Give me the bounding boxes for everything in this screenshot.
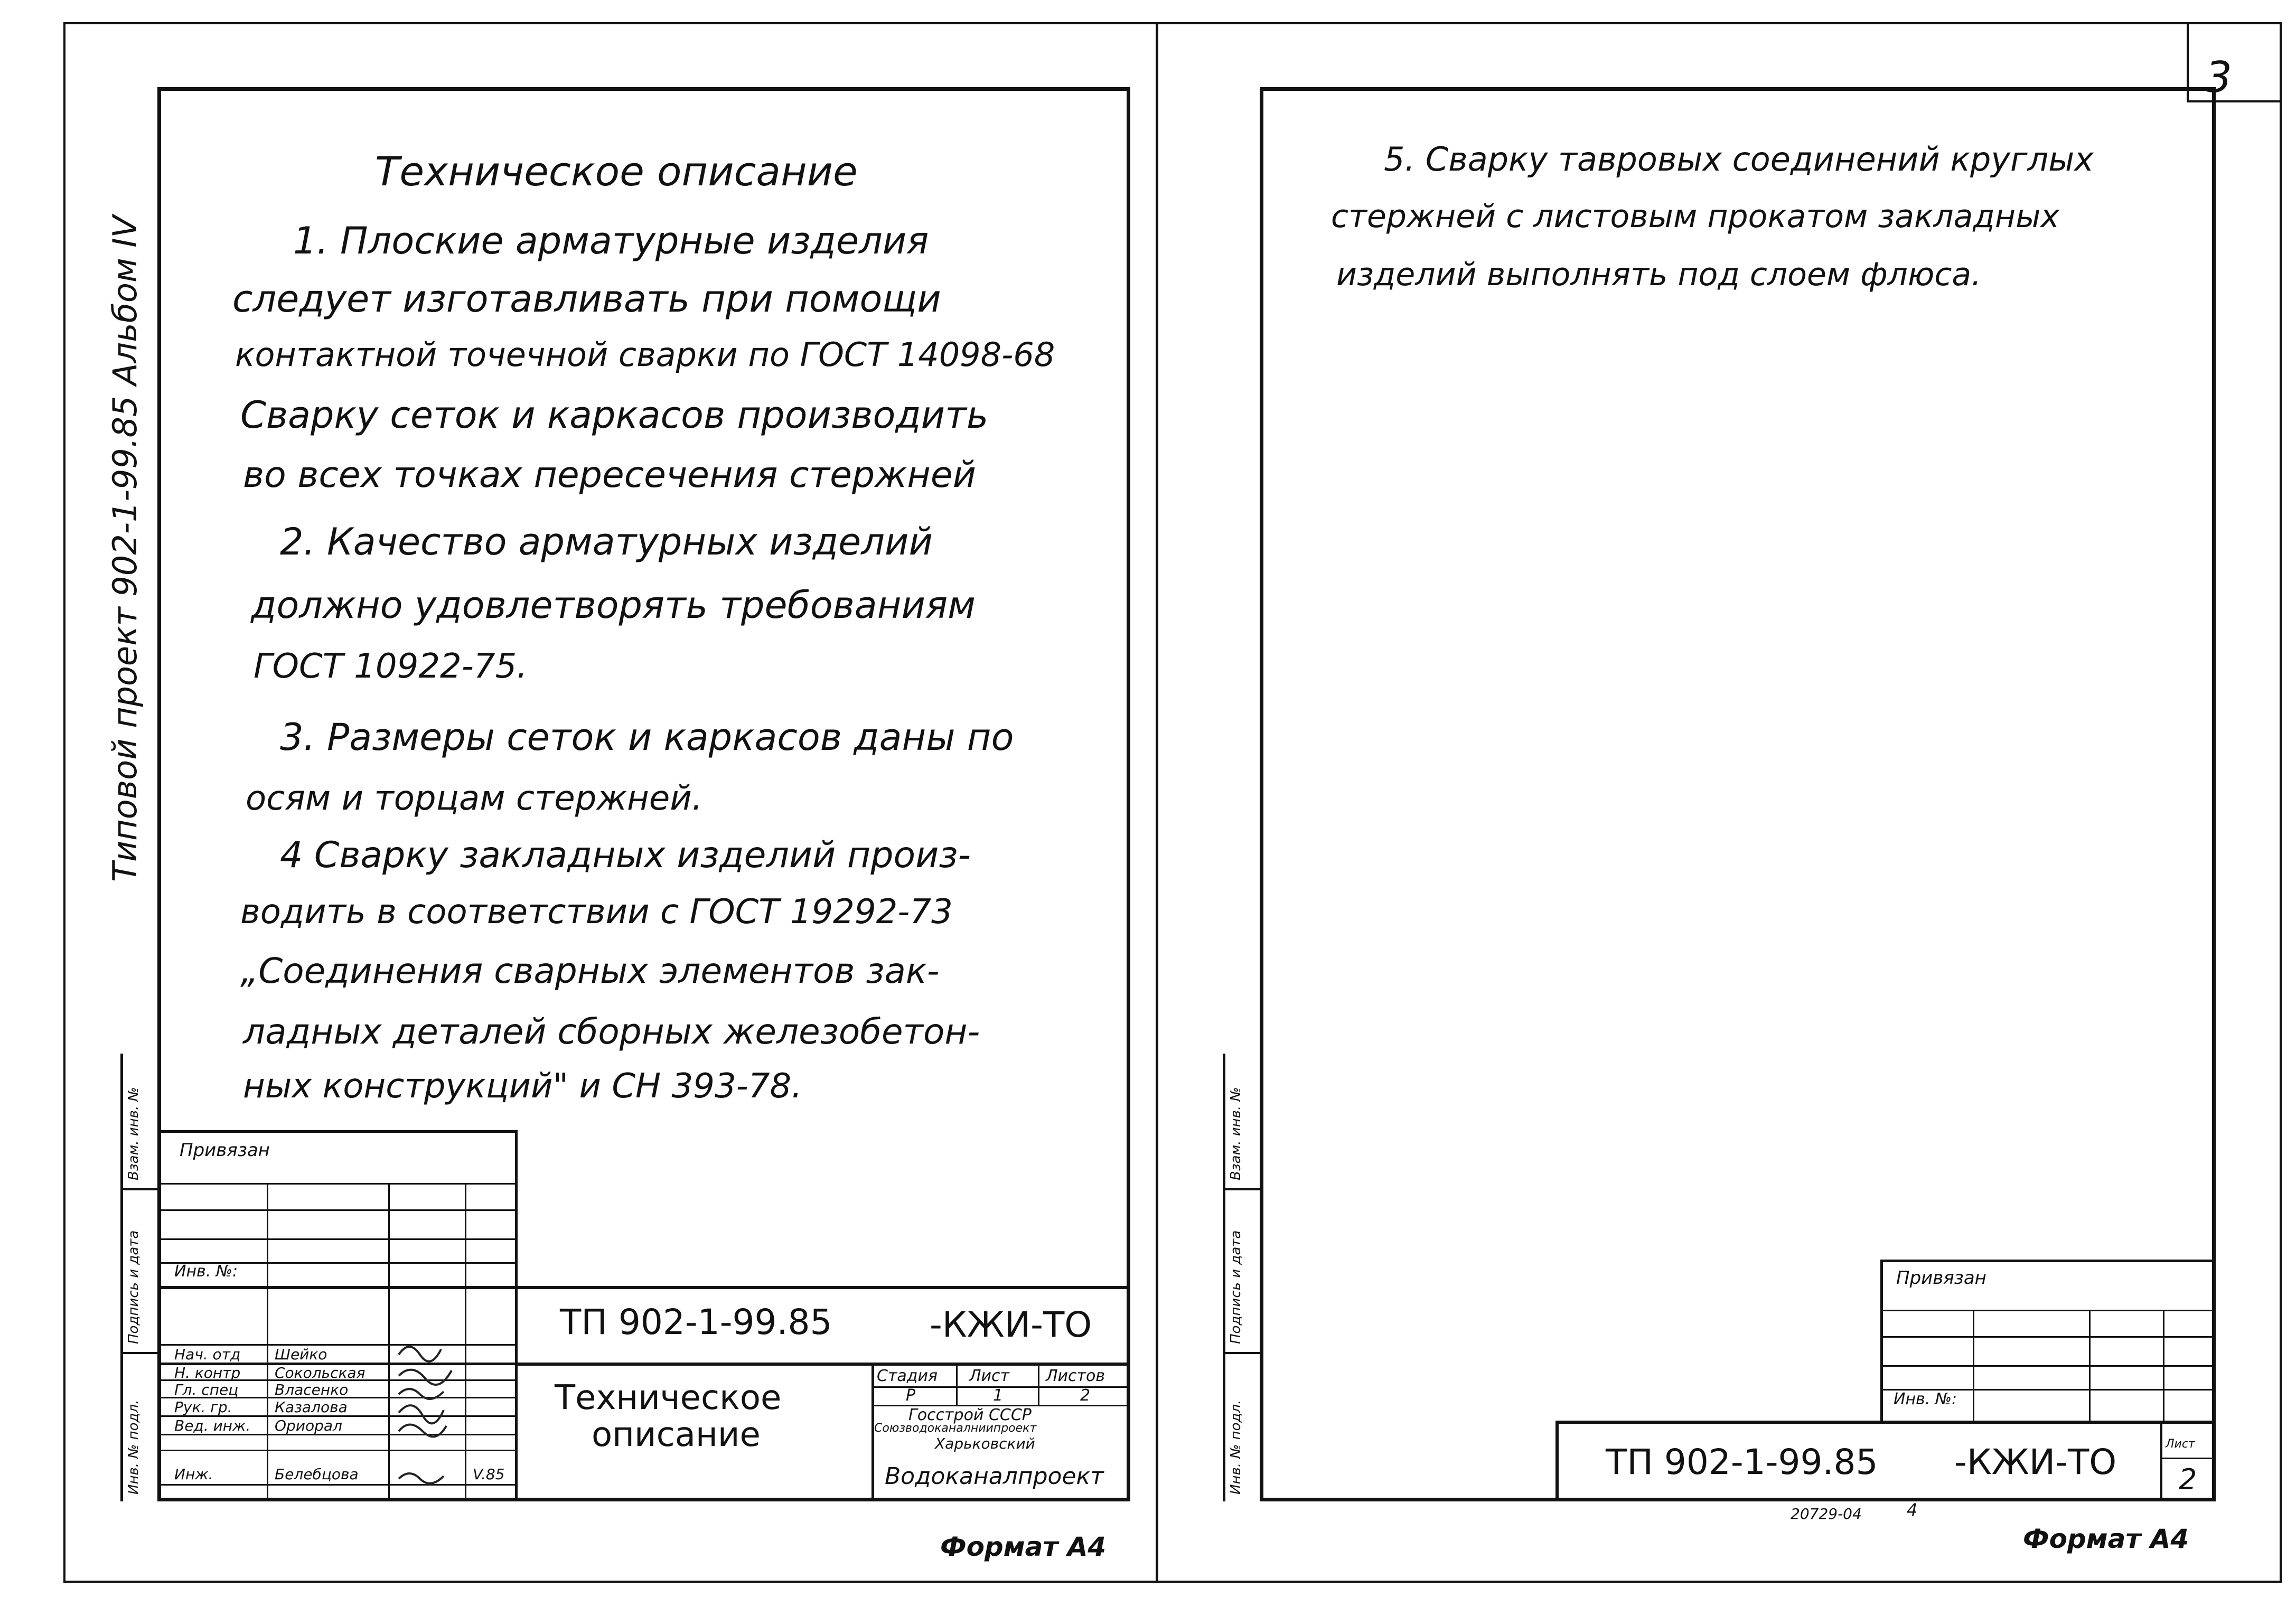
privyazan-label: Привязан xyxy=(180,1140,270,1161)
left-format-label: Формат А4 xyxy=(940,1532,1107,1562)
paragraph-line: осям и торцам стержней. xyxy=(246,779,703,818)
right-doc-code: ТП 902-1-99.85 xyxy=(1606,1442,1878,1482)
page-number: 3 xyxy=(2205,53,2232,102)
left-margin-label-2: Подпись и дата xyxy=(126,1230,142,1344)
paragraph-line: 1. Плоские арматурные изделия xyxy=(293,219,929,262)
org-line: Союзводоканалниипроект xyxy=(874,1422,1037,1435)
org-line: Водоканалпроект xyxy=(885,1463,1104,1490)
paragraph-line: следует изготавливать при помощи xyxy=(232,277,941,321)
doc-code: ТП 902-1-99.85 xyxy=(560,1302,832,1342)
right-sheet-frame xyxy=(1260,87,2216,1501)
archive-sub: 4 xyxy=(1907,1500,1918,1520)
left-margin-label-1: Инв. № подл. xyxy=(126,1399,142,1495)
right-sheet-number: 2 xyxy=(2179,1463,2197,1496)
left-side-label: Типовой проект 902-1-99.85 Альбом IV xyxy=(106,215,144,882)
paragraph-line: „Соединения сварных элементов зак- xyxy=(240,951,940,991)
right-doc-suffix: -КЖИ-ТО xyxy=(1954,1442,2117,1482)
paragraph-line: ГОСТ 10922-75. xyxy=(254,647,528,686)
paragraph-line: ладных деталей сборных железобетон- xyxy=(243,1011,980,1052)
title-block-name-line1: Техническое xyxy=(555,1378,782,1417)
paragraph-line: контактной точечной сварки по ГОСТ 14098-68 xyxy=(235,335,1055,374)
archive-number: 20729-04 xyxy=(1791,1505,1862,1523)
right-paragraph-line: изделий выполнять под слоем флюса. xyxy=(1336,256,1982,293)
doc-suffix: -КЖИ-ТО xyxy=(930,1304,1092,1345)
right-format-label: Формат А4 xyxy=(2023,1524,2189,1554)
paragraph-line: водить в соответствии с ГОСТ 19292-73 xyxy=(240,893,953,932)
paragraph-line: должно удовлетворять требованиям xyxy=(251,584,976,627)
left-strip-line xyxy=(120,1054,123,1501)
paragraph-line: 4 Сварку закладных изделий произ- xyxy=(280,834,971,876)
right-strip-line xyxy=(1223,1054,1225,1501)
left-margin-label-3: Взам. инв. № xyxy=(126,1087,142,1180)
right-sheet-label: Лист xyxy=(2166,1438,2195,1451)
document-heading: Техническое описание xyxy=(375,148,858,195)
org-line: Харьковский xyxy=(935,1435,1035,1452)
paragraph-line: ных конструкций" и СН 393-78. xyxy=(243,1067,802,1106)
title-block-name-line2: описание xyxy=(592,1415,761,1454)
signature-marks xyxy=(393,1331,462,1489)
sheet-divider xyxy=(1156,22,1158,1583)
paragraph-line: Сварку сеток и каркасов производить xyxy=(240,393,989,437)
inv-no-label: Инв. №: xyxy=(174,1262,238,1281)
paragraph-line: во всех точках пересечения стержней xyxy=(243,454,976,496)
paragraph-line: 3. Размеры сеток и каркасов даны по xyxy=(280,716,1014,759)
org-line: Госстрой СССР xyxy=(908,1406,1032,1424)
paragraph-line: 2. Качество арматурных изделий xyxy=(280,520,933,563)
extra-mark: V.85 xyxy=(473,1466,505,1483)
right-paragraph-line: 5. Сварку тавровых соединений круглых xyxy=(1384,140,2094,179)
right-paragraph-line: стержней с листовым прокатом закладных xyxy=(1331,198,2059,235)
